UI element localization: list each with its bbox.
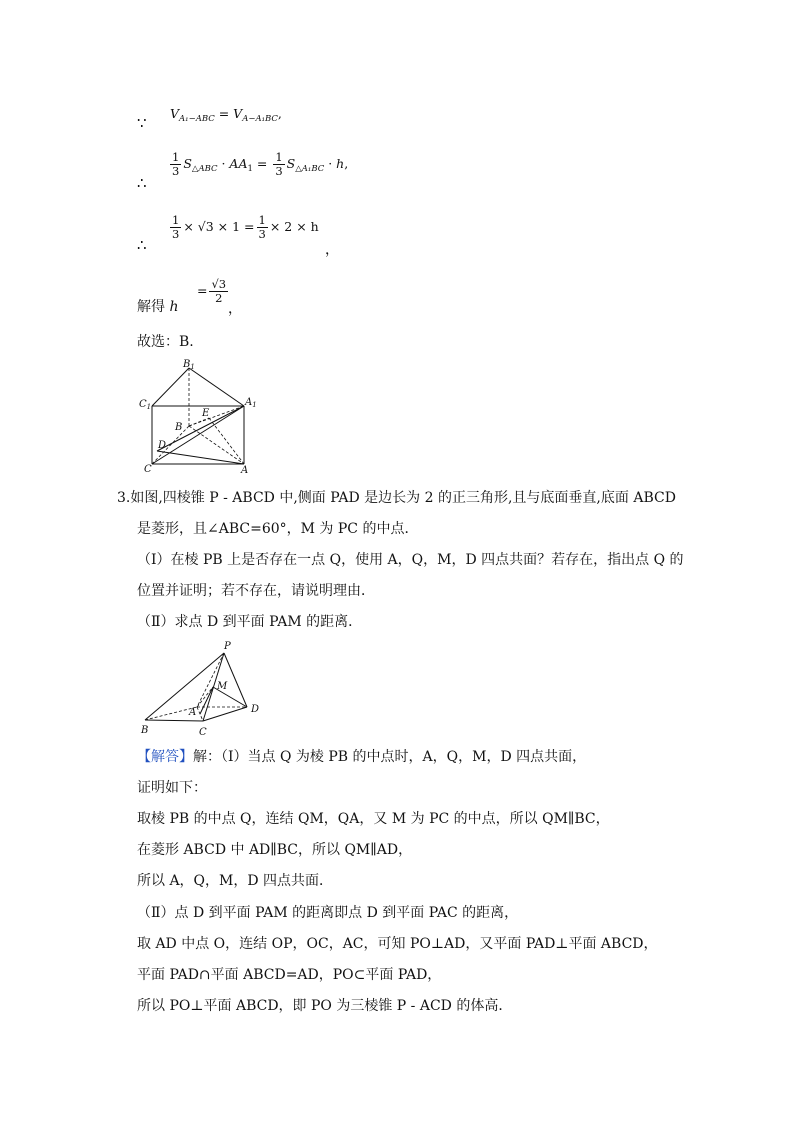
answer-line7: 取 AD 中点 O，连结 OP，OC，AC，可知 PO⊥AD，又平面 PAD⊥平面 ABCD， — [137, 936, 658, 952]
numeric-left: × √3 × 1 = — [183, 219, 255, 234]
label-B: B — [175, 422, 183, 433]
label-D2: D — [251, 704, 260, 715]
problem3-line1: 3.如图,四棱锥 P - ABCD 中,侧面 PAD 是边长为 2 的正三角形,且与底面垂直,底面 ABCD — [117, 490, 676, 506]
comma-2: ， — [228, 301, 242, 317]
answer-line5: 所以 A，Q，M，D 四点共面． — [137, 873, 334, 889]
frac-num-3: 1 — [172, 213, 180, 227]
label-C1: $C_1$ — [139, 399, 152, 411]
problem3-part2: （Ⅱ）求点 D 到平面 PAM 的距离． — [137, 614, 363, 630]
h-var: h — [336, 156, 345, 171]
label-C2: C — [199, 727, 207, 738]
area-sub-1: △ABC — [191, 164, 218, 174]
comma-1: ， — [325, 242, 339, 258]
volume-right-sub: A−A₁BC — [242, 114, 278, 124]
frac-den: 3 — [172, 164, 180, 178]
problem3-part1-line1: （Ⅰ）在棱 PB 上是否存在一点 Q，使用 A，Q，M，D 四点共面？若存在，指出点 Q 的 — [137, 552, 684, 568]
answer-line2: 证明如下： — [137, 780, 207, 796]
label-P: P — [224, 641, 231, 652]
frac-num-2: 1 — [275, 150, 283, 164]
answer-line9: 所以 PO⊥平面 ABCD，即 PO 为三棱锥 P - ACD 的体高． — [137, 998, 513, 1014]
volume-left-sub: A₁−ABC — [179, 114, 215, 124]
label-A2: A — [189, 707, 197, 718]
label-D: D — [158, 440, 167, 451]
label-B2: B — [141, 725, 149, 736]
volume-equation: $V_{A_1-ABC} = V_{A-A_1BC}$, — [170, 106, 282, 124]
aa-sub: 1 — [247, 164, 253, 174]
label-M: M — [217, 681, 228, 692]
prism-figure — [135, 358, 260, 476]
label-A: A — [241, 465, 249, 476]
pyramid-figure — [135, 638, 270, 738]
answer-tag: 【解答】 — [137, 749, 193, 765]
frac-num: 1 — [172, 150, 180, 164]
area-equation: $\frac{1}{3}$ $S_{\triangle ABC} \cdot AA_1$ = $\frac{1}{3}$ $S_{\triangle A_1BC} \cdot h$, — [172, 150, 349, 178]
answer-line6: （Ⅱ）点 D 到平面 PAM 的距离即点 D 到平面 PAC 的距离， — [137, 905, 519, 921]
solve-label: 解得 — [137, 299, 165, 315]
frac-den-4: 3 — [258, 227, 266, 241]
label-B1: $B_1$ — [183, 359, 195, 371]
problem3-line2: 是菱形，且∠ABC=60°，M 为 PC 的中点． — [137, 521, 419, 537]
therefore-symbol-1: ∴ — [137, 174, 147, 192]
answer-line1-text: 解：（Ⅰ）当点 Q 为棱 PB 的中点时，A，Q，M，D 四点共面， — [193, 749, 587, 765]
frac-den-3: 3 — [172, 227, 180, 241]
h-result-var: h — [169, 299, 179, 315]
answer-line1 — [137, 747, 586, 767]
problem3-part1-line2: 位置并证明；若不存在，请说明理由． — [137, 583, 375, 599]
solve-line — [137, 297, 178, 317]
aa-var: AA — [229, 156, 248, 171]
answer-line3: 取棱 PB 的中点 Q，连结 QM，QA，又 M 为 PC 的中点，所以 QM∥BC， — [137, 811, 610, 827]
frac-num-4: 1 — [258, 213, 266, 227]
answer-line8: 平面 PAD∩平面 ABCD=AD，PO⊂平面 PAD， — [137, 967, 442, 983]
two: 2 — [215, 291, 223, 305]
label-E: E — [202, 408, 210, 419]
label-A1: $A_1$ — [245, 397, 257, 409]
area-sub-2: △A₁BC — [295, 164, 325, 174]
answer-line4: 在菱形 ABCD 中 AD∥BC，所以 QM∥AD， — [137, 842, 413, 858]
frac-den-2: 3 — [275, 164, 283, 178]
therefore-symbol-2: ∴ — [137, 236, 147, 254]
label-C: C — [144, 464, 152, 475]
numeric-right: × 2 × h — [269, 219, 319, 234]
numeric-equation — [168, 214, 319, 241]
sqrt3: √3 — [211, 277, 227, 291]
h-result-value: = $\frac{√3}{2}$ — [197, 277, 227, 305]
choice-line: 故选：B. — [137, 334, 194, 350]
because-symbol: ∵ — [137, 114, 147, 132]
